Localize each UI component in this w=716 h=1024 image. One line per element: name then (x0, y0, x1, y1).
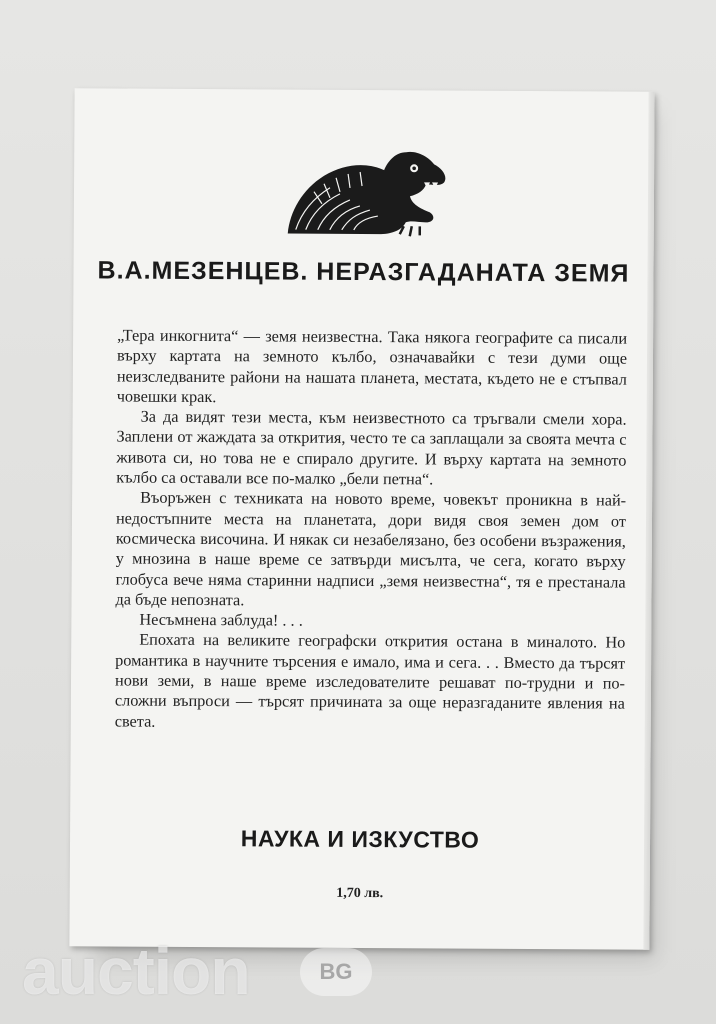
watermark-logo: auction (22, 934, 250, 1008)
annotation-text (115, 326, 627, 735)
paragraph: Несъмнена заблуда! . . . (139, 609, 303, 630)
paragraph: За да видят тези места, към неизвестното са тръгвали смели хора. Заплени от жаждата за открития, често те са заплащали за своята мечта с живота си, но това не е спирало другите. И върху картата на земното кълбо са оставали все по-малко „бели петна“. (116, 406, 627, 489)
mythical-beast-emblem-icon (284, 142, 451, 243)
paragraph: Въоръжен с техниката на новото време, човекът проникна в най-недостъпните места на планетата, дори видя своя земен дом от космическа височина. И някак си незабелязано, без особени възражения, у мнозина в наше време се затвърди мисълта, че сега, когато върху глобуса вече няма старинни надписи „земя неизвестна“, тя е престанала да бъде непозната. (115, 488, 627, 610)
price-label: 1,70 лв. (336, 885, 384, 902)
paragraph: „Тера инкогнита“ — земя неизвестна. Така някога географите са писали върху картата на земното кълбо, означавайки с тези думи още неизследваните райони на нашата планета, местата, където не е стъпвал човешки крак. (116, 325, 628, 406)
book-back-cover (69, 88, 654, 950)
watermark-badge: BG (300, 948, 372, 996)
paragraph: Епохата на великите географски открития остана в миналото. Но романтика в научните търсения е имало, има и сега. . . Вместо да търсят нови земи, в наше време изследователите решават по-трудни и по-сложни въпроси — търсят причината за още неразгаданите явления на света. (114, 630, 626, 731)
book-title: В.А.МЕЗЕНЦЕВ. НЕРАЗГАДАНАТА ЗЕМЯ (97, 256, 630, 288)
publisher-name: НАУКА И ИЗКУСТВО (240, 825, 480, 853)
